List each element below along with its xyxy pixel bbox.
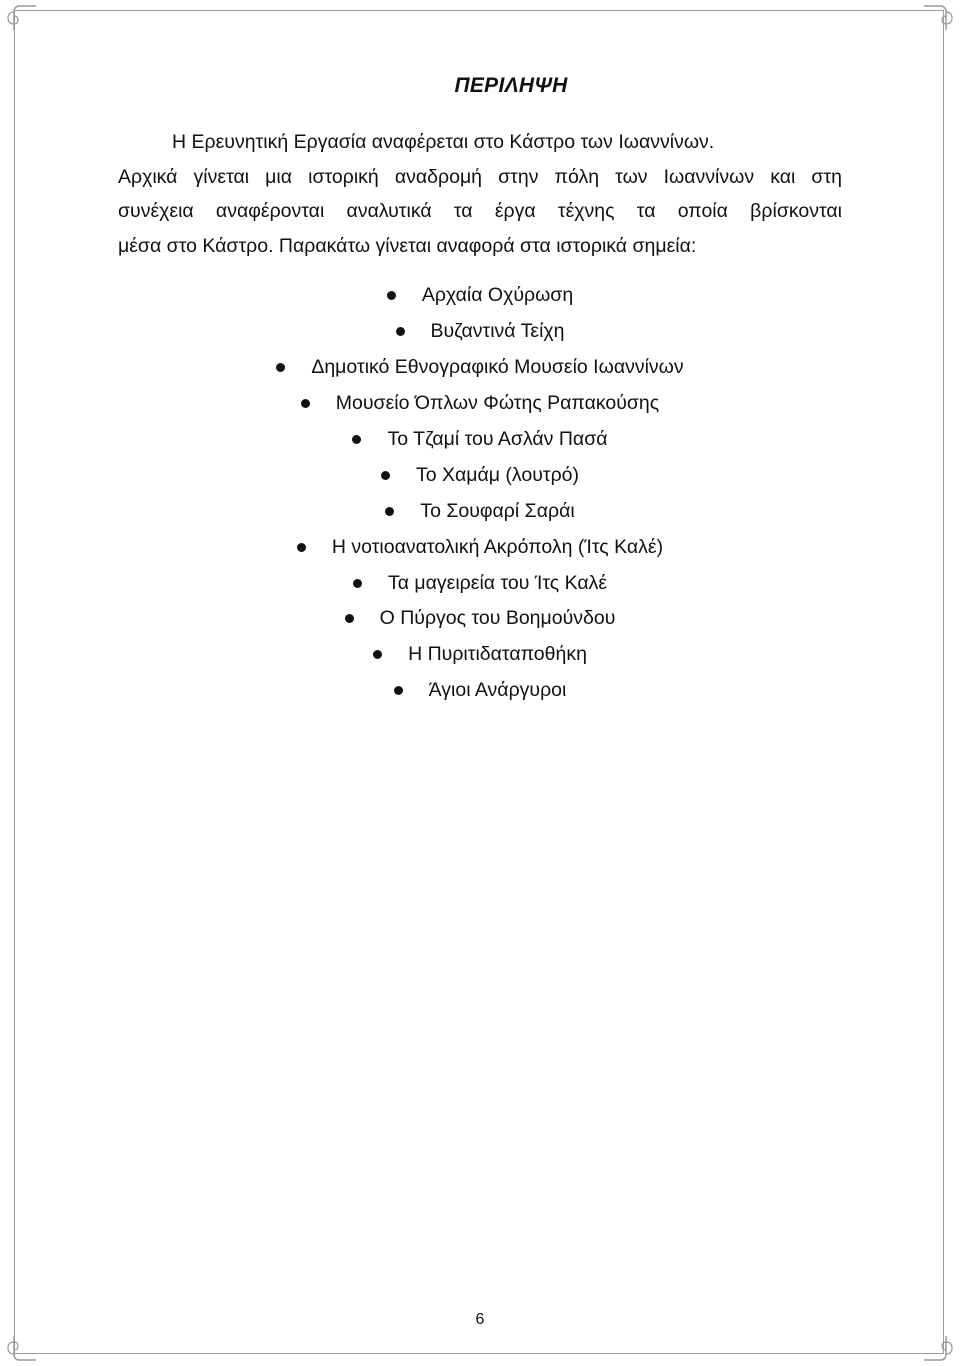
summary-line: Αρχικά γίνεται μια ιστορική αναδρομή στην πόλη των Ιωαννίνων και στη [118,165,842,188]
list-item-text: Το Τζαμί του Ασλάν Πασά [387,428,608,450]
list-item [0,350,960,386]
list-item-text: Μουσείο Όπλων Φώτης Ραπακούσης [335,392,660,415]
list-item-text: Αρχαία Οχύρωση [421,284,574,307]
bullet-icon [353,579,362,588]
list-item-text: Δημοτικό Εθνογραφικό Μουσείο Ιωαννίνων [311,356,684,379]
bullet-icon [387,291,396,300]
bullet-icon [373,650,382,659]
list-item [0,565,960,601]
list-item [0,314,960,350]
corner-flourish-bottom-right [922,1334,956,1364]
bullet-icon [381,471,390,480]
list-item-text: Η νοτιοανατολική Ακρόπολη (Ίτς Καλέ) [331,535,664,558]
bullet-icon [394,686,403,695]
corner-flourish-top-right [922,2,956,32]
list-item-text: Άγιοι Ανάργυροι [428,679,567,702]
summary-line: Η Ερευνητική Εργασία αναφέρεται στο Κάστρο των Ιωαννίνων. [172,131,715,153]
list-item [0,386,960,422]
list-item [0,673,960,709]
list-item-text: Το Χαμάμ (λουτρό) [415,463,580,486]
list-item-text: Το Σουφαρί Σαράι [420,499,575,522]
list-item [0,637,960,673]
bullet-icon [352,435,361,444]
corner-flourish-top-left [4,2,38,32]
summary-paragraph [118,125,842,263]
corner-flourish-bottom-left [4,1334,38,1364]
list-item [0,422,960,458]
list-item [0,493,960,529]
list-item [0,278,960,314]
historic-sites-list [0,278,960,709]
summary-line: συνέχεια αναφέρονται αναλυτικά τα έργα τέχνης τα οποία βρίσκονται [118,200,842,222]
bullet-icon [301,399,310,408]
list-item-text: Η Πυριτιδαταποθήκη [408,643,587,666]
list-item-text: Βυζαντινά Τείχη [430,320,565,343]
list-item [0,529,960,565]
bullet-icon [385,507,394,516]
bullet-icon [396,327,405,336]
bullet-icon [276,363,285,372]
bullet-icon [297,543,306,552]
list-item-text: Ο Πύργος του Βοημούνδου [379,607,616,630]
list-item-text: Τα μαγειρεία του Ίτς Καλέ [387,571,608,594]
page-title: ΠΕΡΙΛΗΨΗ [454,74,568,97]
summary-line: μέσα στο Κάστρο. Παρακάτω γίνεται αναφορά στα ιστορικά σημεία: [118,234,697,257]
list-item [0,601,960,637]
page-number: 6 [475,1311,485,1328]
list-item [0,457,960,493]
bullet-icon [345,614,354,623]
